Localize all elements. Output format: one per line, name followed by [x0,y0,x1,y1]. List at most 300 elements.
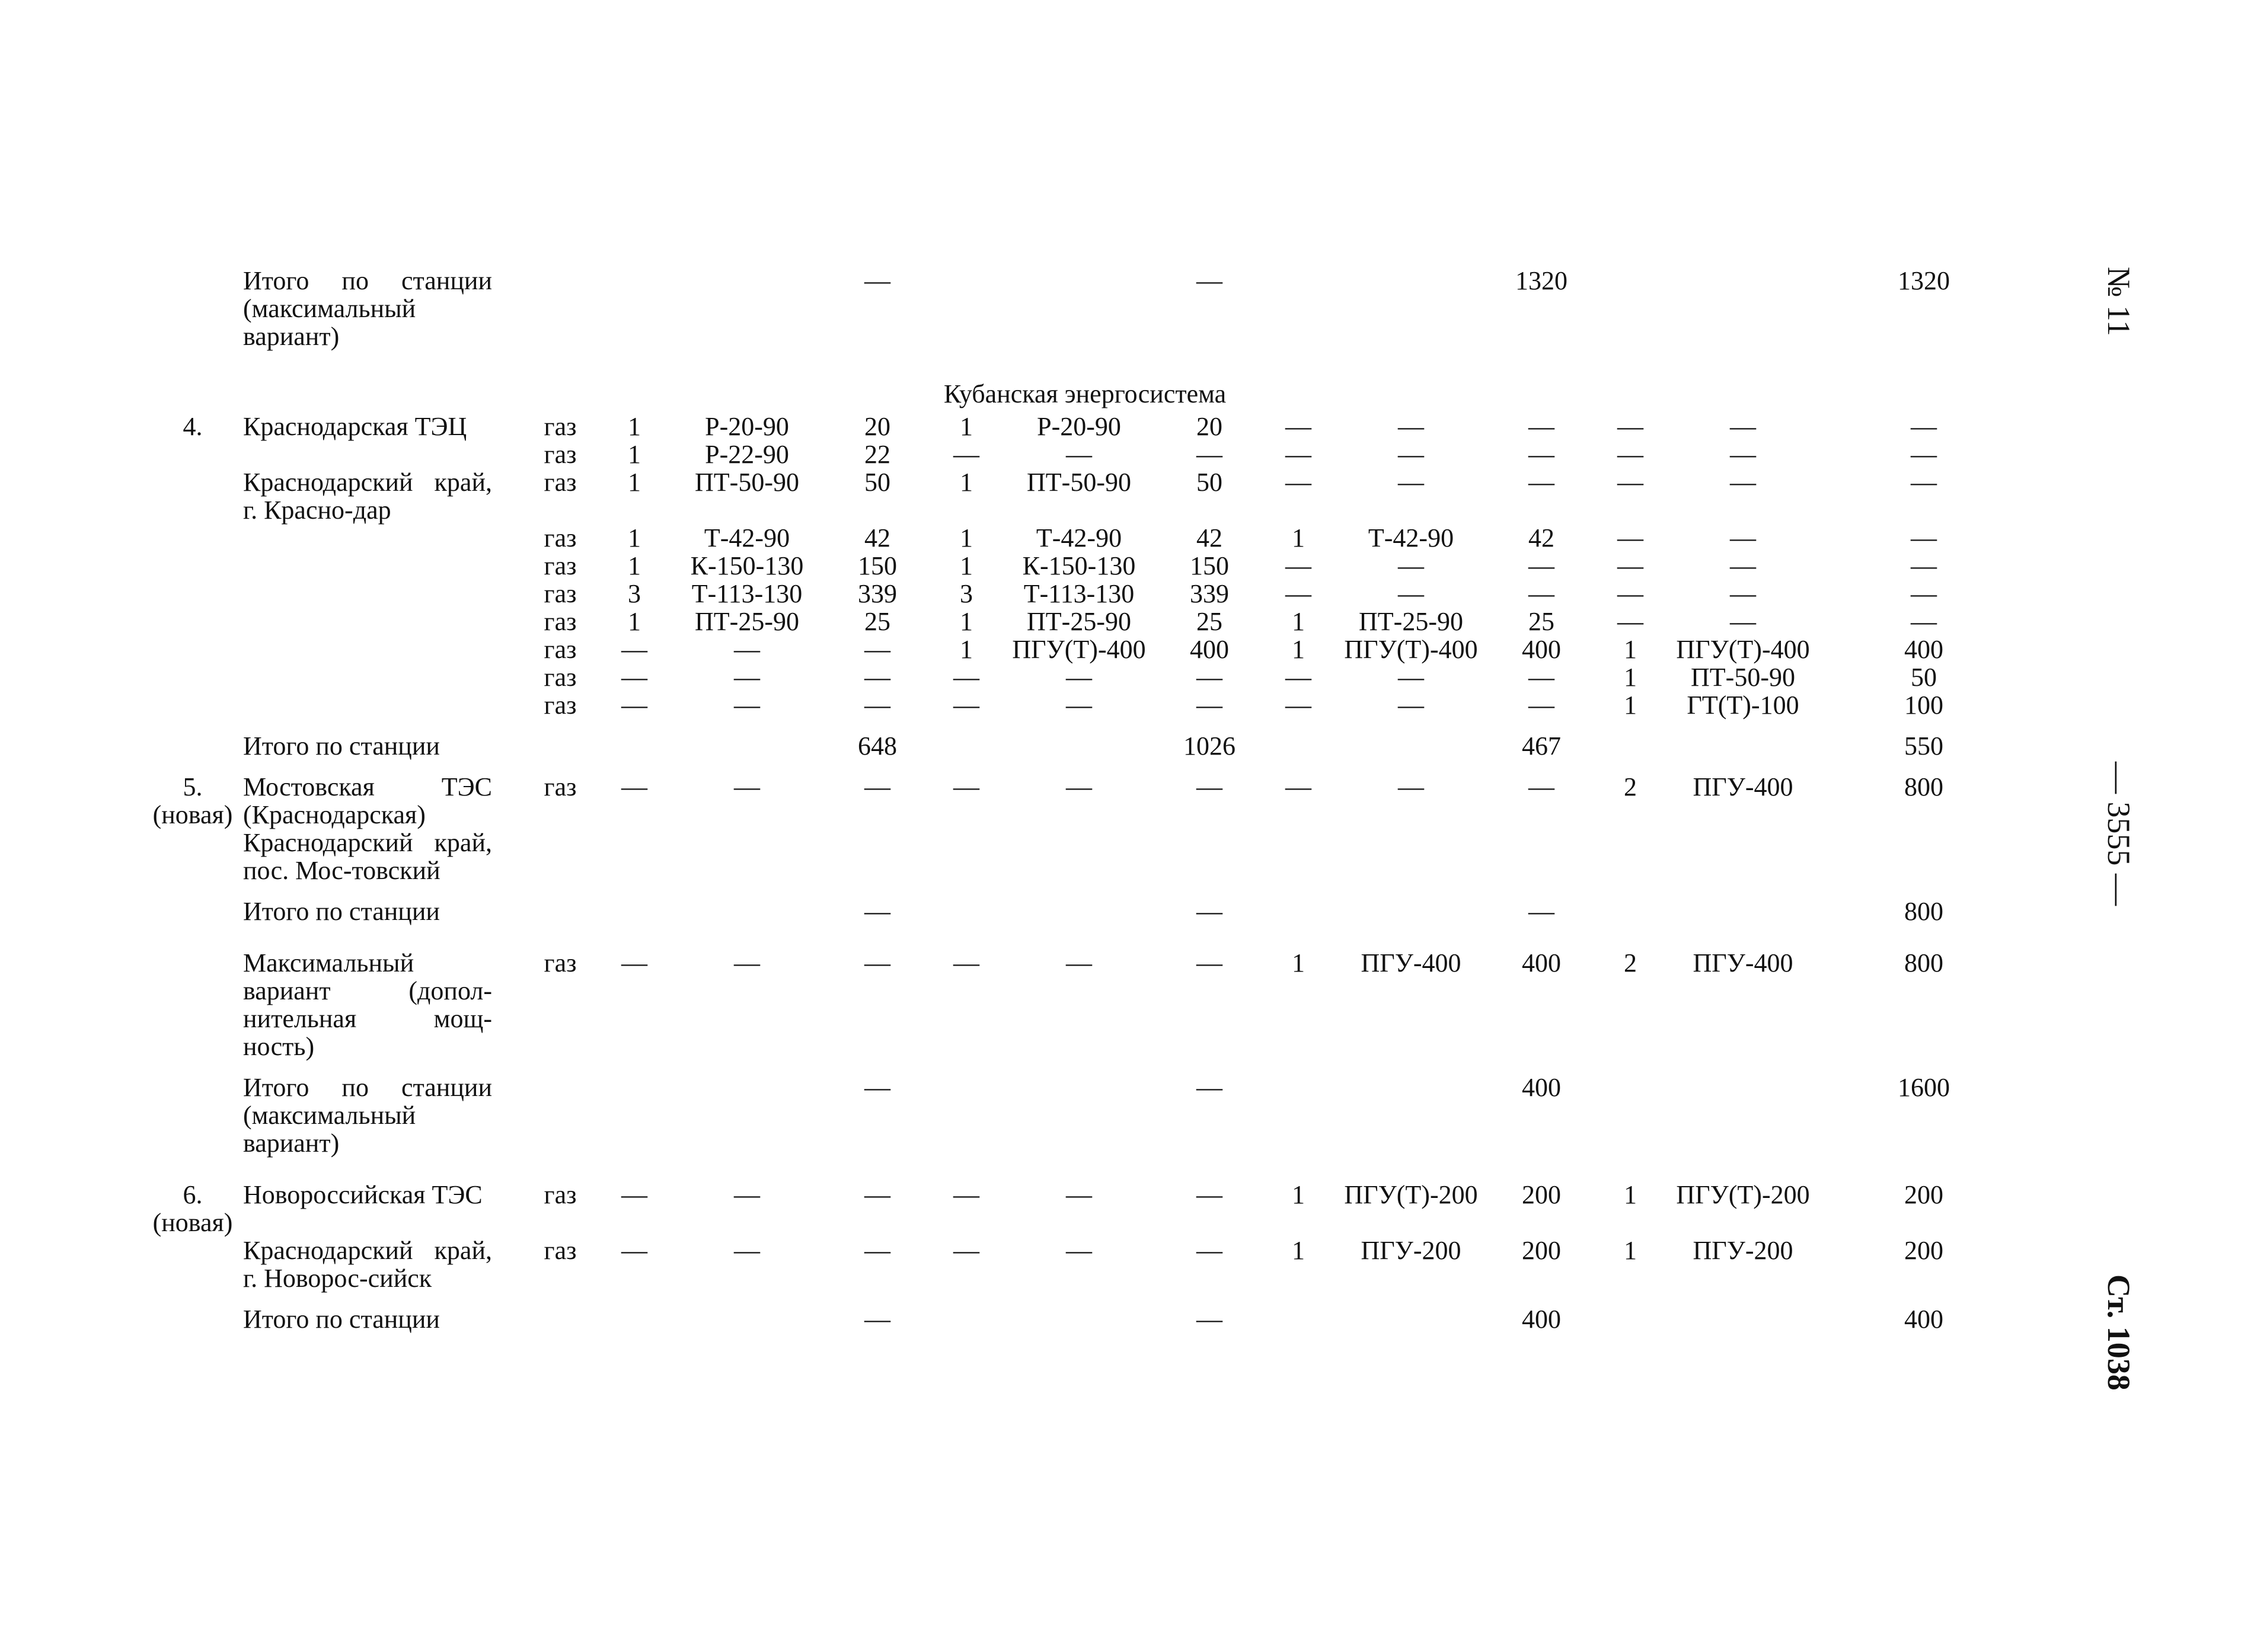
table-cell: — [621,1180,647,1209]
table-cell: — [1617,412,1643,441]
table-cell: — [1285,691,1311,720]
table-cell: — [953,1236,979,1265]
fuel-type: газ [544,948,577,977]
table-cell: 42 [1528,523,1554,552]
table-cell: 150 [858,551,897,580]
table-cell: 1 [960,551,973,580]
row-number [142,925,243,1060]
station-name: Итого по станции [243,1305,440,1334]
table-cell: — [1196,1180,1222,1209]
table-cell: — [734,691,760,720]
table-cell: 1320 [1515,266,1567,295]
table-cell: 800 [1904,772,1943,801]
table-cell [1002,267,1156,350]
row-number [142,635,243,663]
station-name: Итого по станции [243,897,440,926]
table-cell: — [864,1073,890,1102]
table-cell [1002,1292,1156,1333]
table-cell: 1 [1624,691,1637,720]
table-cell: 1600 [1898,1073,1950,1102]
table-cell: ПТ-25-90 [695,607,799,636]
table-cell [931,1292,1002,1333]
table-cell: — [1066,691,1092,720]
table-cell: — [864,1180,890,1209]
table-cell: — [621,691,647,720]
table-cell: 1 [1292,635,1305,664]
table-cell: Т-42-90 [1036,523,1122,552]
table-cell: — [1528,468,1554,497]
table-cell: — [621,663,647,692]
table-cell: — [621,772,647,801]
table-cell: Р-20-90 [705,412,789,441]
table-cell [1334,884,1488,925]
table-cell: — [1066,1236,1092,1265]
table-cell: — [1617,607,1643,636]
table-cell [1002,719,1156,760]
table-top-block [142,267,2028,350]
table-cell: 1 [1624,1236,1637,1265]
table-cell: — [1911,579,1937,608]
table-cell: Т-42-90 [704,523,790,552]
table-cell: — [621,635,647,664]
table-cell [599,1292,670,1333]
table-cell: К-150-130 [690,551,804,580]
table-cell: 400 [1522,635,1561,664]
fuel-type: газ [544,412,577,441]
station-name [243,608,522,635]
table-cell: — [1617,579,1643,608]
table-row [142,1292,2028,1333]
table-cell: ПТ-50-90 [1691,663,1795,692]
table-cell: 3 [960,579,973,608]
table-cell: 467 [1522,731,1561,761]
table-row [142,524,2028,552]
table-cell [599,884,670,925]
table-cell: — [953,691,979,720]
table-cell [599,719,670,760]
table-cell: — [1285,412,1311,441]
table-cell: 3 [628,579,641,608]
table-cell: ПТ-50-90 [695,468,799,497]
table-cell [1595,719,1666,760]
table-cell [1595,267,1666,350]
table-cell: — [1528,579,1554,608]
table-cell: ПГУ(Т)-200 [1344,1180,1478,1209]
table-cell: — [1528,772,1554,801]
table-cell: — [1730,579,1756,608]
table-cell [670,884,824,925]
table-cell: 339 [858,579,897,608]
table-cell: — [1196,1305,1222,1334]
table-cell: 50 [864,468,890,497]
row-number [142,468,243,524]
table-cell: 1 [628,551,641,580]
table-cell: — [953,772,979,801]
table-cell: ПТ-25-90 [1027,607,1131,636]
table-cell: — [1285,440,1311,469]
table-cell: 2 [1624,948,1637,977]
table-cell: 1 [960,412,973,441]
table-cell: ПТ-25-90 [1359,607,1463,636]
table-cell: — [1730,551,1756,580]
table-cell: — [1911,523,1937,552]
table-cell [1334,719,1488,760]
section-row [142,350,2028,413]
table-row [142,691,2028,719]
fuel-type [522,1060,599,1157]
fuel-type: газ [544,1236,577,1265]
table-cell: — [1911,551,1937,580]
table-cell: 25 [1196,607,1222,636]
table-row [142,413,2028,440]
issue-number: № 11 [2101,267,2137,337]
table-cell [1595,884,1666,925]
table-row [142,1060,2028,1157]
table-cell: — [1398,772,1424,801]
table-cell: ПГУ-200 [1361,1236,1461,1265]
row-number [142,440,243,468]
station-name: Краснодарский край, г. Красно-дар [243,468,492,525]
table-cell: — [1617,440,1643,469]
table-cell: ПГУ-200 [1693,1236,1793,1265]
table-row [142,635,2028,663]
table-row [142,663,2028,691]
table-cell: — [734,772,760,801]
table-cell: 1320 [1898,266,1950,295]
table-cell: 400 [1522,1073,1561,1102]
table-cell: 800 [1904,897,1943,926]
table-cell: — [734,663,760,692]
table-cell [1263,267,1334,350]
fuel-type: газ [544,663,577,692]
table-cell: 400 [1190,635,1229,664]
fuel-type: газ [544,468,577,497]
table-cell [1002,1060,1156,1157]
fuel-type [522,719,599,760]
table-cell: — [864,897,890,926]
fuel-type [522,884,599,925]
station-name [243,440,522,468]
table-cell: — [1617,551,1643,580]
table-cell: — [864,948,890,977]
fuel-type: газ [544,523,577,552]
table-cell [1263,884,1334,925]
table-cell: ГТ(Т)-100 [1687,691,1799,720]
table-cell: 200 [1904,1236,1943,1265]
table-cell: — [1196,266,1222,295]
table-cell [1666,1292,1820,1333]
row-number [142,884,243,925]
table-cell [1595,1292,1666,1333]
table-cell: — [1398,551,1424,580]
table-cell [1334,1060,1488,1157]
table-cell: ПГУ-400 [1361,948,1461,977]
table-cell: 50 [1196,468,1222,497]
table-cell [599,1060,670,1157]
table-cell: — [864,691,890,720]
fuel-type: газ [544,440,577,469]
fuel-type: газ [544,551,577,580]
table-cell: ПГУ-400 [1693,948,1793,977]
table-cell: — [1730,523,1756,552]
table-cell: — [953,1180,979,1209]
table-cell: — [1285,551,1311,580]
table-cell [670,719,824,760]
table-cell: 800 [1904,948,1943,977]
table-cell: — [1196,772,1222,801]
table-cell: — [1196,948,1222,977]
station-name [243,635,522,663]
row-number [142,691,243,719]
table-cell: — [1730,440,1756,469]
table-cell: — [1285,579,1311,608]
table-cell: 400 [1522,1305,1561,1334]
page-number: — 3555 — [2101,762,2137,906]
table-cell: ПГУ(Т)-400 [1012,635,1146,664]
table-cell: 1 [1624,663,1637,692]
table-cell: — [1398,663,1424,692]
table-cell: 1 [1292,1180,1305,1209]
table-cell: — [864,1305,890,1334]
table-row [142,925,2028,1060]
row-number [142,1292,243,1333]
table-cell: 22 [864,440,890,469]
table-cell [1263,1292,1334,1333]
table-cell: 1 [1624,635,1637,664]
table-cell [1263,1060,1334,1157]
table-cell: — [864,266,890,295]
table-cell: — [1911,468,1937,497]
table-cell [1666,719,1820,760]
table-cell [931,1060,1002,1157]
table-cell: — [1528,897,1554,926]
fuel-type [522,267,599,350]
fuel-type: газ [544,607,577,636]
table-cell: ПТ-50-90 [1027,468,1131,497]
table-cell: 1 [1624,1180,1637,1209]
table-cell: — [1730,412,1756,441]
table-cell: 1 [628,607,641,636]
table-cell: ПГУ-400 [1693,772,1793,801]
table-body [142,413,2028,1333]
table-cell: ПГУ(Т)-400 [1676,635,1810,664]
table-cell: — [1730,607,1756,636]
table-row [142,580,2028,608]
table-cell [599,267,670,350]
row-number [142,663,243,691]
table-cell [1595,1060,1666,1157]
table-cell: Р-20-90 [1037,412,1121,441]
table-row [142,468,2028,524]
table-cell: — [621,1236,647,1265]
table-row [142,719,2028,760]
table-cell: ПГУ(Т)-400 [1344,635,1478,664]
table-cell: 1 [628,523,641,552]
table-cell: 20 [864,412,890,441]
table-cell: ПГУ(Т)-200 [1676,1180,1810,1209]
table-cell: — [1617,468,1643,497]
table-cell: — [1398,468,1424,497]
table-cell: — [1196,663,1222,692]
table-row [142,267,2028,350]
table-cell: — [1911,440,1937,469]
row-number [142,524,243,552]
table-cell: — [953,440,979,469]
table-cell: — [1398,579,1424,608]
row-number: 5. (новая) [152,772,233,829]
table-cell: — [1196,1236,1222,1265]
station-name: Новороссийская ТЭС [243,1180,483,1209]
table-cell: 648 [858,731,897,761]
table-cell: 42 [1196,523,1222,552]
table-cell: — [864,635,890,664]
table-cell: — [1911,412,1937,441]
fuel-type: газ [544,635,577,664]
table-cell: — [1196,897,1222,926]
article-number: Ст. 1038 [2101,1274,2137,1391]
table-cell: 1 [960,468,973,497]
table-cell: — [1617,523,1643,552]
station-name [243,524,522,552]
table-row [142,608,2028,635]
table-cell [931,267,1002,350]
table-cell [670,1060,824,1157]
station-name: Итого по станции (максимальный вариант) [243,266,492,351]
table-cell: Р-22-90 [705,440,789,469]
table-cell: 1 [960,635,973,664]
row-number [142,580,243,608]
table-cell: — [734,635,760,664]
table-cell: К-150-130 [1022,551,1136,580]
table-cell [1263,719,1334,760]
table-cell: — [1528,551,1554,580]
table-cell: 150 [1190,551,1229,580]
table-cell: — [1285,468,1311,497]
table-row [142,552,2028,580]
table-cell [670,1292,824,1333]
table-cell: — [864,772,890,801]
row-number: 6. (новая) [152,1180,233,1237]
station-name: Мостовская ТЭС (Краснодарская) Краснодарский край, пос. Мос-товский [243,772,492,885]
table-cell [670,267,824,350]
table-cell: 100 [1904,691,1943,720]
table-cell: — [734,1180,760,1209]
fuel-type: газ [544,579,577,608]
table-cell: — [1066,663,1092,692]
row-number [142,1236,243,1292]
table-cell: 20 [1196,412,1222,441]
table-cell: — [1066,772,1092,801]
table-cell: — [1528,691,1554,720]
table-cell: — [734,948,760,977]
table-cell: 200 [1522,1180,1561,1209]
table-cell: 1 [960,523,973,552]
table-cell: — [1196,1073,1222,1102]
table-cell: — [1066,948,1092,977]
table-cell: — [1285,663,1311,692]
row-number [142,267,243,350]
table-cell: — [1398,691,1424,720]
table-cell: 1026 [1183,731,1235,761]
table-cell: Т-42-90 [1368,523,1454,552]
fuel-type: газ [544,772,577,801]
table-cell: 1 [1292,948,1305,977]
table-cell [1002,884,1156,925]
station-name [243,691,522,719]
table-cell [1666,1060,1820,1157]
table-cell: 1 [960,607,973,636]
row-number [142,719,243,760]
table-cell: — [1730,468,1756,497]
station-name: Краснодарский край, г. Новорос-сийск [243,1236,492,1293]
row-number: 4. [183,412,203,441]
table-cell: — [1196,691,1222,720]
table-cell [1666,267,1820,350]
table-cell: 42 [864,523,890,552]
table-cell: — [1528,663,1554,692]
table-cell: 200 [1522,1236,1561,1265]
station-name [243,552,522,580]
table-cell [1666,884,1820,925]
table-cell: 1 [1292,523,1305,552]
table-cell: — [1066,1180,1092,1209]
row-number [142,1060,243,1157]
table-cell: — [953,948,979,977]
table-cell [1334,1292,1488,1333]
table-cell: 1 [628,440,641,469]
table-cell: — [1528,412,1554,441]
table-cell: 550 [1904,731,1943,761]
table-cell: 400 [1904,635,1943,664]
table-cell: 400 [1904,1305,1943,1334]
table-cell: 1 [1292,607,1305,636]
table-cell: 1 [1292,1236,1305,1265]
section-title: Кубанская энергосистема [943,379,1227,408]
table-cell: 339 [1190,579,1229,608]
table-cell: 25 [1528,607,1554,636]
station-name [243,663,522,691]
station-name: Максимальный вариант (допол-нительная мощ-ность) [243,948,492,1061]
table-cell: 25 [864,607,890,636]
table-cell: — [1398,440,1424,469]
table-cell: — [1066,440,1092,469]
table-cell: — [1398,412,1424,441]
table-cell: — [734,1236,760,1265]
table-cell: — [1528,440,1554,469]
table-row [142,440,2028,468]
capacity-table [142,267,2028,1333]
table-section-header [142,350,2028,413]
fuel-type: газ [544,1180,577,1209]
row-number [142,552,243,580]
table-row [142,884,2028,925]
fuel-type [522,1292,599,1333]
table-cell: 2 [1624,772,1637,801]
table-cell: 400 [1522,948,1561,977]
table-cell: — [621,948,647,977]
table-row [142,1236,2028,1292]
table-cell: Т-113-130 [691,579,803,608]
row-number [142,608,243,635]
table-cell [931,884,1002,925]
table-cell: 200 [1904,1180,1943,1209]
table-cell: 50 [1911,663,1937,692]
table-cell: 1 [628,412,641,441]
table-cell: — [953,663,979,692]
station-name: Краснодарская ТЭЦ [243,412,467,441]
station-name [243,580,522,608]
table-cell: — [864,1236,890,1265]
